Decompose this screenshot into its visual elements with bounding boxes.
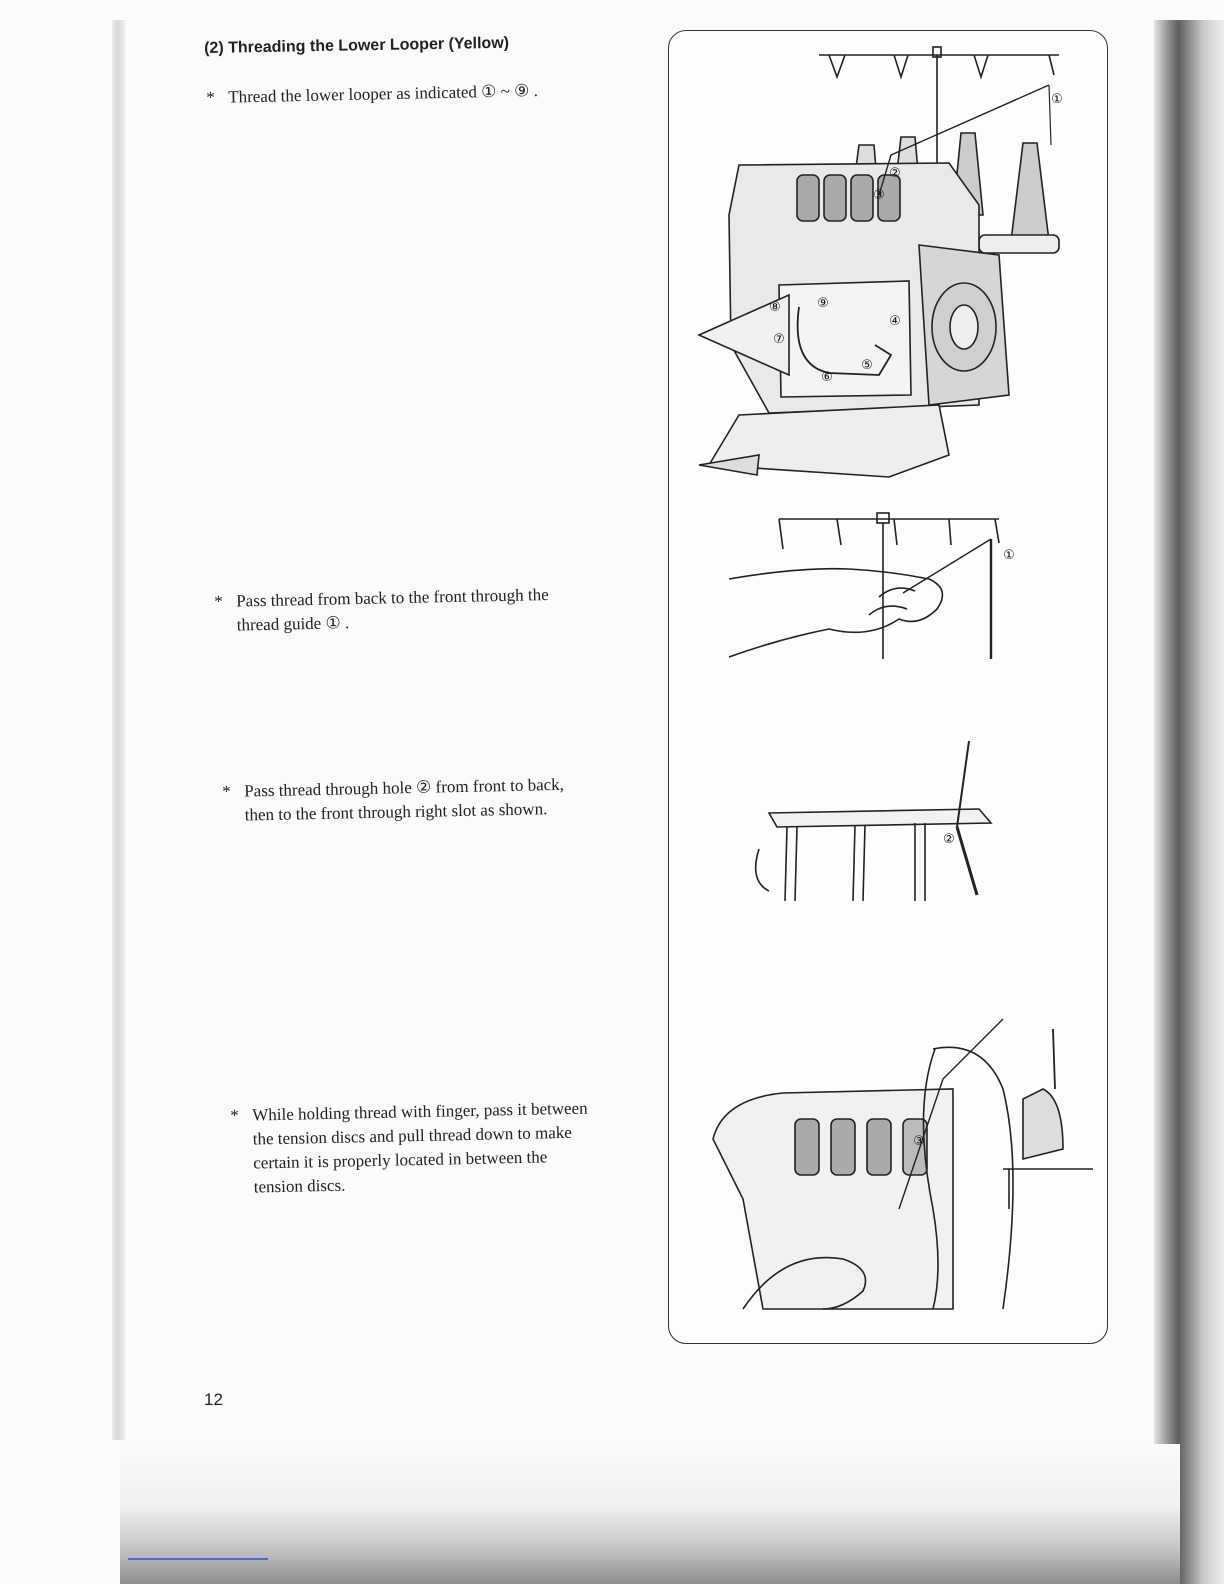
note-threading-intro xyxy=(206,79,538,110)
page-edge-bottom xyxy=(120,1444,1180,1584)
note-tension-discs xyxy=(230,1097,589,1200)
callout-5: ⑤ xyxy=(861,358,873,373)
figure-thread-guide xyxy=(719,509,1039,669)
hole-slot-drawing xyxy=(729,731,1029,921)
note-line: Thread the lower looper as indicated ① ~ ⑨ . xyxy=(228,81,539,107)
callout-disc-3: ③ xyxy=(913,1134,925,1149)
callout-9: ⑨ xyxy=(817,296,829,311)
page-edge-left xyxy=(112,20,126,1440)
callout-guide-1: ① xyxy=(1003,548,1015,563)
note-line: While holding thread with finger, pass it between xyxy=(252,1098,588,1125)
page-number: 12 xyxy=(204,1390,223,1409)
tension-discs-drawing xyxy=(703,1009,1093,1329)
bullet-star: * xyxy=(214,591,223,611)
bullet-star: * xyxy=(230,1105,239,1125)
section-heading: (2) Threading the Lower Looper (Yellow) xyxy=(204,34,510,57)
callout-7: ⑦ xyxy=(773,332,785,347)
callout-1: ① xyxy=(1051,92,1063,107)
note-line: then to the front through right slot as shown. xyxy=(244,799,548,825)
illustration-frame xyxy=(668,30,1108,1344)
callout-6: ⑥ xyxy=(821,370,833,385)
note-line: the tension discs and pull thread down to make xyxy=(252,1122,573,1149)
note-line: tension discs. xyxy=(253,1175,346,1197)
note-thread-guide xyxy=(214,583,549,638)
callout-3: ③ xyxy=(873,188,885,203)
blue-rule xyxy=(128,1558,268,1560)
note-line: certain it is properly located in between the xyxy=(253,1147,548,1173)
note-line: thread guide ① . xyxy=(236,613,350,635)
bullet-star: * xyxy=(222,781,231,801)
book-spine-shadow xyxy=(1154,20,1224,1584)
callout-2: ② xyxy=(889,166,901,181)
figure-tension-discs xyxy=(703,1009,1093,1329)
figure-hole-slot xyxy=(729,731,1029,921)
note-hole xyxy=(222,773,565,828)
machine-overview-drawing xyxy=(679,45,1089,495)
thread-guide-drawing xyxy=(719,509,1039,669)
callout-8: ⑧ xyxy=(769,300,781,315)
figure-machine-overview xyxy=(679,45,1089,495)
callout-4: ④ xyxy=(889,314,901,329)
bullet-star: * xyxy=(206,87,215,107)
note-line: Pass thread through hole ② from front to back, xyxy=(244,774,565,801)
callout-hole-2: ② xyxy=(943,832,955,847)
note-line: Pass thread from back to the front through the xyxy=(236,584,549,611)
